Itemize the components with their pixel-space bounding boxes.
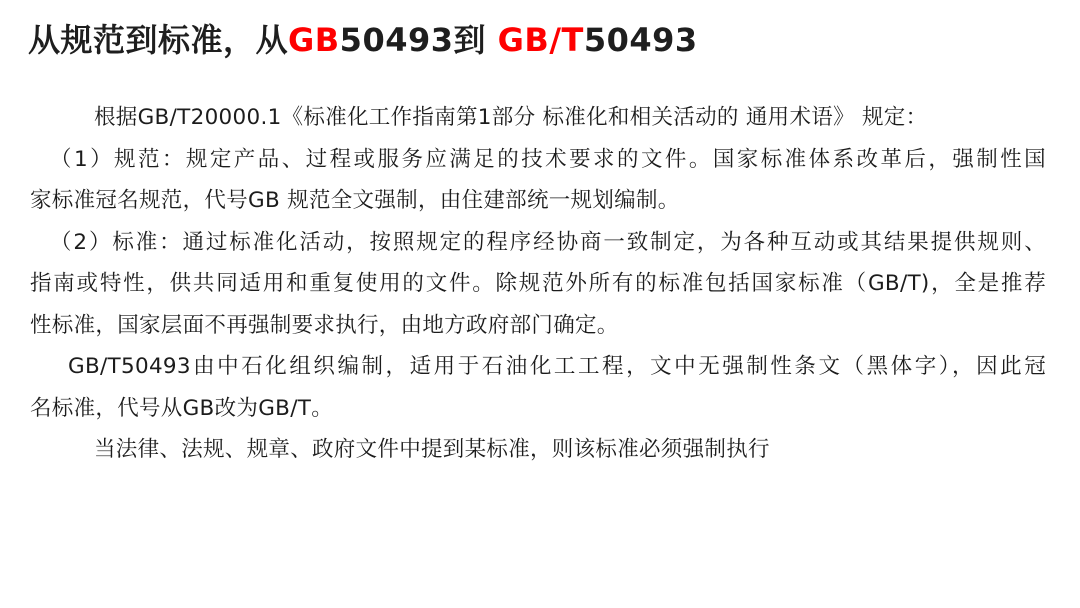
body-text [30, 97, 1046, 471]
text-line: 根据GB/T20000.1《标准化工作指南第1部分 标准化和相关活动的 通用术语》 规定： [94, 105, 928, 130]
title-segment: 50493 [583, 21, 698, 59]
text-line: 家标准冠名规范，代号GB 规范全文强制，由住建部统一规划编制。 [30, 188, 680, 213]
title-segment-accent: GB/T [497, 21, 584, 59]
text-line: （2）标准：通过标准化活动，按照规定的程序经协商一致制定，为各种互动或其结果提供规则、 [50, 229, 1046, 255]
text-line: 当法律、法规、规章、政府文件中提到某标准，则该标准必须强制执行 [94, 437, 770, 462]
text-line: 名标准，代号从GB改为GB/T。 [30, 395, 333, 421]
title-segment: 50493 [339, 21, 454, 59]
title-segment: 从规范到标准，从 [28, 21, 289, 59]
text-line: 指南或特性，供共同适用和重复使用的文件。除规范外所有的标准包括国家标准（GB/T)，全是推荐 [30, 271, 1046, 296]
slide-title [28, 18, 698, 62]
title-segment: 到 [453, 21, 498, 59]
text-line: （1）规范：规定产品、过程或服务应满足的技术要求的文件。国家标准体系改革后，强制性国 [50, 146, 1046, 172]
text-line: 性标准，国家层面不再强制要求执行，由地方政府部门确定。 [30, 312, 619, 338]
text-line: GB/T50493由中石化组织编制，适用于石油化工工程，文中无强制性条文（黑体字），因此冠 [68, 354, 1046, 379]
title-segment-accent: GB [288, 21, 340, 59]
